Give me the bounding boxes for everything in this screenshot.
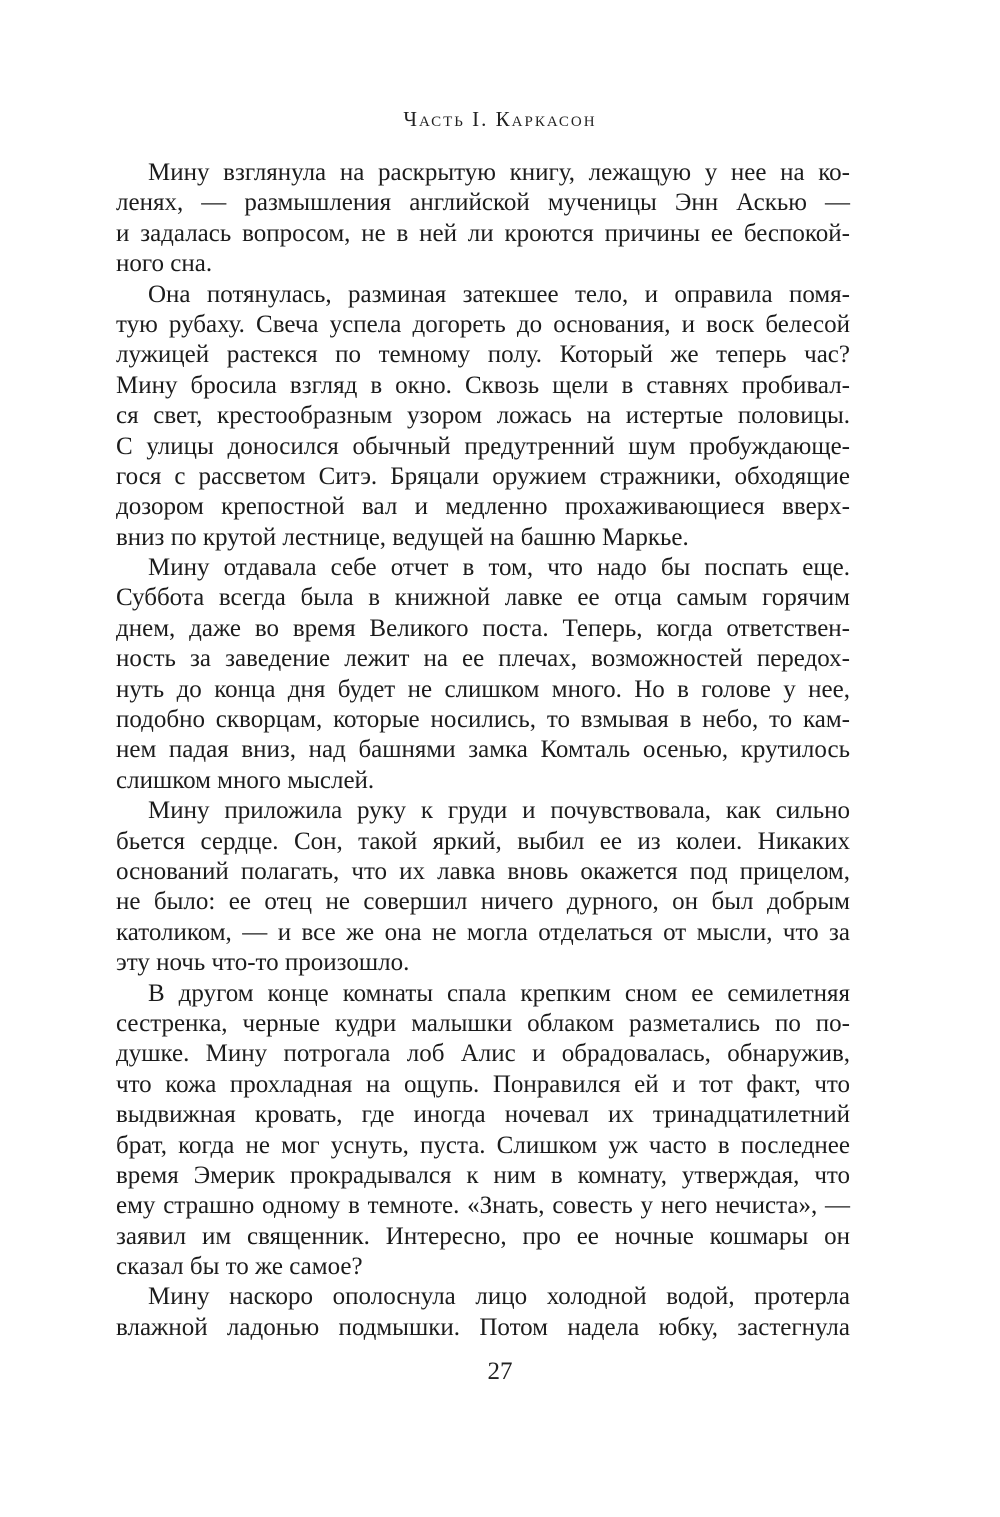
text-line: В другом конце комнаты спала крепким сном ее семилетняя xyxy=(148,979,850,1007)
page-number: 27 xyxy=(487,1358,513,1385)
text-line: оснований полагать, что их лавка вновь окажется под прицелом, xyxy=(116,857,850,885)
text-line: сказал бы то же самое? xyxy=(116,1253,363,1281)
text-line: влажной ладонью подмышки. Потом надела юбку, застегнула xyxy=(116,1313,850,1341)
body-text xyxy=(116,158,850,1343)
text-line: ность за заведение лежит на ее плечах, возможностей передох- xyxy=(116,645,850,673)
text-line: эту ночь что-то произошло. xyxy=(116,949,410,977)
text-line: нем падая вниз, над башнями замка Комталь осенью, крутилось xyxy=(116,736,850,764)
text-line: не было: ее отец не совершил ничего дурного, он был добрым xyxy=(116,888,850,916)
text-line: ленях, — размышления английской мученицы Энн Аскью — xyxy=(116,189,850,217)
text-line: ему страшно одному в темноте. «Знать, совесть у него нечиста», — xyxy=(116,1192,850,1220)
text-line: тую рубаху. Свеча успела догореть до основания, и воск белесой xyxy=(116,310,850,338)
text-line: Мину взглянула на раскрытую книгу, лежащую у нее на ко- xyxy=(148,159,850,186)
text-line: Мину наскоро ополоснула лицо холодной водой, протерла xyxy=(148,1283,850,1311)
text-line: подобно скворцам, которые носились, то взмывая в небо, то кам- xyxy=(116,706,850,734)
text-line: С улицы доносился обычный предутренний шум пробуждающе- xyxy=(116,432,850,460)
text-line: католиком, — и все же она не могла отделаться от мысли, что за xyxy=(116,918,850,946)
text-line: лужицей растекся по темному полу. Который же теперь час? xyxy=(116,341,850,369)
text-line: что кожа прохладная на ощупь. Понравился ей и тот факт, что xyxy=(116,1070,850,1098)
text-line: Суббота всегда была в книжной лавке ее отца самым горячим xyxy=(116,584,850,612)
text-line: душке. Мину потрогала лоб Алис и обрадовалась, обнаружив, xyxy=(116,1040,850,1068)
text-line: бьется сердце. Сон, такой яркий, выбил ее из колеи. Никаких xyxy=(116,827,850,855)
text-line: Мину отдавала себе отчет в том, что надо бы поспать еще. xyxy=(148,554,850,582)
text-line: выдвижная кровать, где иногда ночевал их тринадцатилетний xyxy=(116,1101,850,1129)
text-line: ного сна. xyxy=(116,250,213,278)
text-line: вниз по крутой лестнице, ведущей на башню Маркье. xyxy=(116,523,689,551)
text-line: дозором крепостной вал и медленно прохаживающиеся вверх- xyxy=(116,493,850,521)
text-line: Она потянулась, разминая затекшее тело, и оправила помя- xyxy=(148,280,850,308)
text-line: брат, когда не мог уснуть, пуста. Слишком уж часто в последнее xyxy=(116,1131,850,1159)
text-line: ся свет, крестообразным узором ложась на истертые половицы. xyxy=(116,402,850,430)
text-line: слишком много мыслей. xyxy=(116,766,375,794)
text-line: днем, даже во время Великого поста. Теперь, когда ответствен- xyxy=(116,614,850,642)
text-line: заявил им священник. Интересно, про ее ночные кошмары он xyxy=(116,1222,850,1250)
text-line: гося с рассветом Ситэ. Бряцали оружием стражники, обходящие xyxy=(116,462,850,490)
text-line: сестренка, черные кудри малышки облаком разметались по по- xyxy=(116,1009,850,1037)
text-line: и задалась вопросом, не в ней ли кроются причины ее беспокой- xyxy=(116,219,850,247)
text-line: Мину приложила руку к груди и почувствовала, как сильно xyxy=(148,797,850,825)
running-head: Часть I. Каркасон xyxy=(403,107,597,131)
text-line: время Эмерик прокрадывался к ним в комнату, утверждая, что xyxy=(116,1161,850,1189)
text-line: Мину бросила взгляд в окно. Сквозь щели в ставнях пробивал- xyxy=(116,371,850,399)
text-line: нуть до конца дня будет не слишком много. Но в голове у нее, xyxy=(116,675,850,703)
